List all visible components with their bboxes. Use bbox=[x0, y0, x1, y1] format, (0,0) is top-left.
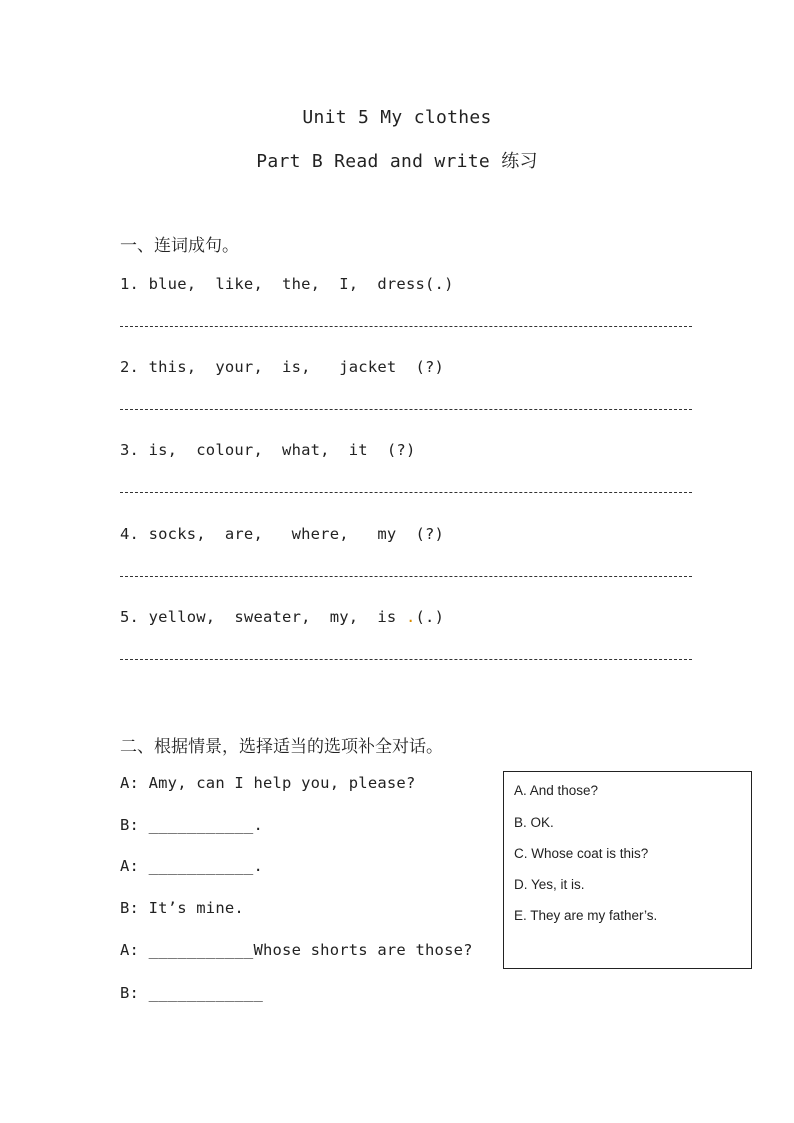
question-5-text: 5. yellow, sweater, my, is bbox=[120, 608, 406, 626]
dialogue-line-6: B: ____________ bbox=[120, 984, 263, 1002]
question-4: 4. socks, are, where, my (?) bbox=[120, 525, 445, 543]
option-d: D. Yes, it is. bbox=[514, 877, 585, 892]
dialogue-line-5: A: ___________Whose shorts are those? bbox=[120, 941, 473, 959]
option-b: B. OK. bbox=[514, 815, 554, 830]
dialogue-line-2: B: ___________. bbox=[120, 816, 263, 834]
question-5-mark: . bbox=[405, 608, 416, 626]
answer-line-1[interactable] bbox=[120, 326, 692, 327]
options-box bbox=[503, 771, 752, 969]
question-5-end: (.) bbox=[415, 608, 445, 626]
option-a: A. And those? bbox=[514, 783, 599, 798]
question-1: 1. blue, like, the, I, dress(.) bbox=[120, 275, 454, 293]
answer-line-5[interactable] bbox=[120, 659, 692, 660]
section1-heading: 一、连词成句。 bbox=[120, 236, 239, 256]
question-5 bbox=[120, 608, 444, 626]
answer-line-4[interactable] bbox=[120, 576, 692, 577]
dialogue-line-1: A: Amy, can I help you, please? bbox=[120, 774, 416, 792]
answer-line-3[interactable] bbox=[120, 492, 692, 493]
option-e: E. They are my father’s. bbox=[514, 908, 658, 923]
page-subtitle: Part B Read and write 练习 bbox=[256, 151, 538, 172]
option-c: C. Whose coat is this? bbox=[514, 846, 649, 861]
question-2: 2. this, your, is, jacket (?) bbox=[120, 358, 445, 376]
dialogue-line-3: A: ___________. bbox=[120, 857, 263, 875]
section2-heading: 二、根据情景，选择适当的选项补全对话。 bbox=[120, 737, 443, 757]
dialogue-line-4: B: It’s mine. bbox=[120, 899, 244, 917]
answer-line-2[interactable] bbox=[120, 409, 692, 410]
question-3: 3. is, colour, what, it (?) bbox=[120, 441, 416, 459]
page-title: Unit 5 My clothes bbox=[302, 107, 492, 128]
